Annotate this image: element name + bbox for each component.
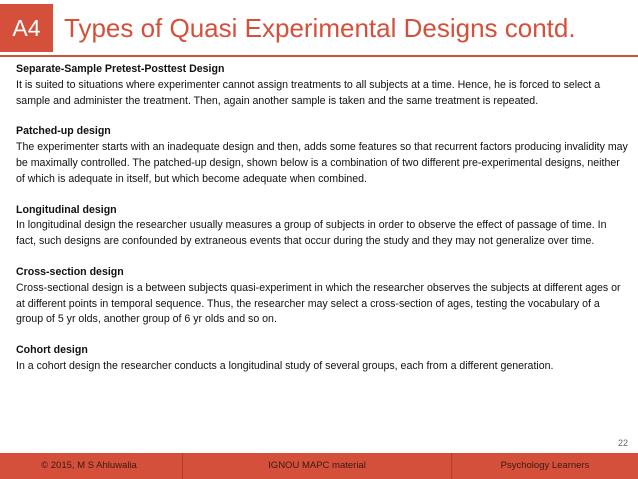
slide-code-badge: A4	[0, 4, 53, 52]
section-heading: Patched-up design	[16, 125, 111, 138]
title-divider	[0, 55, 638, 57]
footer-brand: Psychology Learners	[500, 460, 590, 471]
slide-title: Types of Quasi Experimental Designs contd.	[64, 13, 576, 43]
section-heading: Longitudinal design	[16, 203, 117, 216]
section-text: The experimenter starts with an inadequate design and then, adds some features so that recurrent factors producing invalidity may be maximally controlled. The patched-up design, shown below is a combination of two different pre-experimental designs, neither of which is adequate in itself, but which become adequate when combined.	[16, 141, 628, 185]
section-separate-sample	[16, 62, 628, 109]
page-number: 22	[617, 438, 628, 448]
section-heading: Cohort design	[16, 344, 88, 357]
section-heading: Cross-section design	[16, 265, 124, 278]
slide-content	[16, 62, 628, 390]
section-patched-up	[16, 124, 628, 187]
section-text: Cross-sectional design is a between subjects quasi-experiment in which the researcher observes the subjects at different ages or at different points in temporal sequence. Thus, the researcher may select a cross-section of ages, testing the vocabulary of a group of 5 yr olds, another group of 6 yr olds and so on.	[16, 281, 621, 326]
section-cohort	[16, 343, 628, 375]
section-cross-section	[16, 265, 628, 328]
section-text: In longitudinal design the researcher usually measures a group of subjects in order to observe the effect of passage of time. In fact, such designs are confounded by extraneous events that occur during the study and they may not generalize over time.	[16, 219, 607, 248]
section-text: It is suited to situations where experimenter cannot assign treatments to all subjects at a time. Hence, he is forced to select a sample and administer the treatment. Then, again another sample is taken and the same treatment is repeated.	[16, 78, 601, 107]
slide-header	[0, 0, 638, 56]
section-text: In a cohort design the researcher conducts a longitudinal study of several groups, each from a different generation.	[16, 359, 554, 372]
footer-source: IGNOU MAPC material	[182, 453, 452, 479]
section-heading: Separate-Sample Pretest-Posttest Design	[16, 63, 225, 75]
slide-footer	[0, 453, 638, 479]
section-longitudinal	[16, 203, 628, 250]
footer-copyright: © 2015, M S Ahluwalia	[41, 460, 137, 471]
